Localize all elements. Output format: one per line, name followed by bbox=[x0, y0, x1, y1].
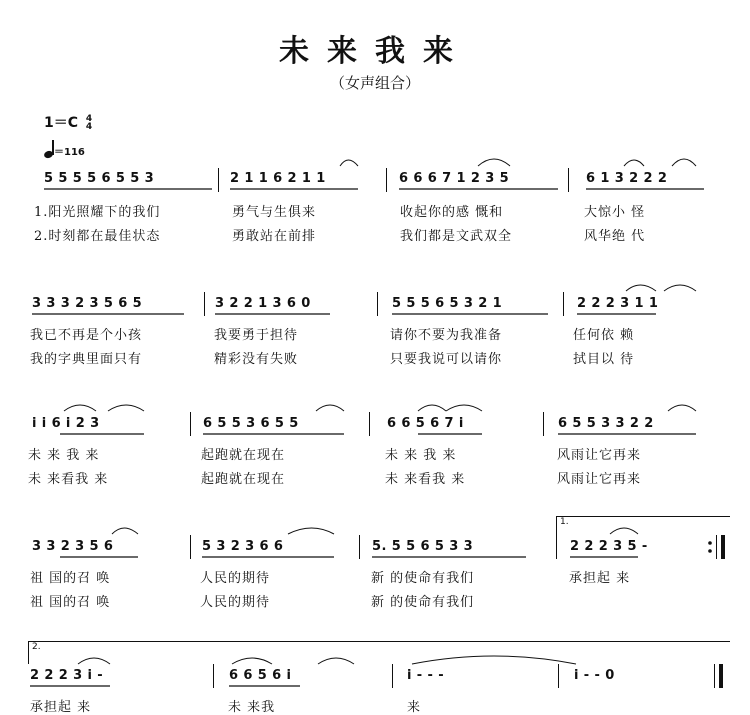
lyric-s3-l2-m4: 风雨让它再来 bbox=[557, 472, 642, 487]
quarter-note-icon bbox=[44, 140, 54, 158]
tie-slur bbox=[624, 160, 644, 166]
tie-slur bbox=[340, 160, 358, 166]
lyric-s1-l1-m4: 大惊小 怪 bbox=[584, 205, 646, 220]
lyric-s5-l1-m2: 未 来我 bbox=[228, 700, 276, 715]
final-barline bbox=[714, 664, 715, 688]
repeat-dots bbox=[708, 541, 712, 553]
lyric-s3-l1-m1: 未 来 我 来 bbox=[28, 448, 100, 463]
barline bbox=[369, 412, 370, 436]
notes-s4-m1: 3 3 2 3 5 6 bbox=[32, 539, 114, 554]
lyric-s4-l1-m2: 人民的期待 bbox=[200, 571, 271, 586]
barline bbox=[190, 412, 191, 436]
barline bbox=[558, 664, 559, 688]
notes-s5-m3: i - - - bbox=[407, 668, 445, 683]
lyric-s1-l1-m1: 1.阳光照耀下的我们 bbox=[34, 205, 161, 220]
lyric-s2-l1-m1: 我已不再是个小孩 bbox=[30, 328, 143, 343]
song-title: 未来我来 bbox=[279, 34, 471, 69]
notes-s2-m2: 3 2 2 1 3 6 0 bbox=[215, 296, 311, 311]
tie-slur bbox=[672, 159, 696, 166]
barline bbox=[386, 168, 387, 192]
lyric-s2-l1-m4: 任何依 赖 bbox=[573, 328, 635, 343]
barline bbox=[190, 535, 191, 559]
notes-s5-m1: 2 2 2 3 i - bbox=[30, 668, 104, 683]
lyric-s1-l1-m2: 勇气与生俱来 bbox=[232, 205, 317, 220]
notes-s1-m3: 6 6 6 7 1 2 3 5 bbox=[399, 171, 510, 186]
notes-s3-m3: 6 6 5 6 7 i bbox=[387, 416, 464, 431]
barline bbox=[392, 664, 393, 688]
lyric-s2-l2-m2: 精彩没有失败 bbox=[214, 352, 299, 367]
notes-s3-m1: i i 6 i 2 3 bbox=[32, 416, 100, 431]
lyric-s2-l1-m3: 请你不要为我准备 bbox=[390, 328, 503, 343]
repeat-barline-thick bbox=[721, 535, 725, 559]
tie-slur bbox=[288, 528, 334, 534]
lyric-s3-l1-m3: 未 来 我 来 bbox=[385, 448, 457, 463]
tie-slur bbox=[668, 405, 696, 411]
notes-s1-m2: 2 1 1 6 2 1 1 bbox=[230, 171, 326, 186]
notes-s2-m3: 5 5 5 6 5 3 2 1 bbox=[392, 296, 503, 311]
tie-slur bbox=[626, 285, 656, 291]
tie-slur bbox=[64, 405, 96, 411]
barline bbox=[563, 292, 564, 316]
barline bbox=[568, 168, 569, 192]
notes-s4-m3: 5. 5 5 6 5 3 3 bbox=[372, 539, 474, 554]
key-label: 1＝C bbox=[44, 115, 79, 131]
lyric-s4-l1-m3: 新 的使命有我们 bbox=[371, 571, 475, 586]
volta-2: 2. bbox=[28, 641, 730, 664]
notes-s3-m4: 6 5 5 3 3 2 2 bbox=[558, 416, 654, 431]
tie-slur bbox=[316, 405, 344, 411]
lyric-s3-l2-m3: 未 来看我 来 bbox=[385, 472, 466, 487]
tie-slur bbox=[446, 405, 482, 411]
notes-s5-m2: 6 6 5 6 i bbox=[229, 668, 292, 683]
lyric-s2-l1-m2: 我要勇于担待 bbox=[214, 328, 299, 343]
lyric-s1-l2-m4: 风华绝 代 bbox=[584, 229, 646, 244]
notes-s2-m4: 2 2 2 3 1 1 bbox=[577, 296, 659, 311]
barline bbox=[543, 412, 544, 436]
lyric-s5-l1-m1: 承担起 来 bbox=[30, 700, 92, 715]
barline bbox=[213, 664, 214, 688]
tie-slur bbox=[664, 285, 696, 291]
tempo-marking bbox=[44, 140, 85, 158]
notes-s4-m2: 5 3 2 3 6 6 bbox=[202, 539, 284, 554]
notes-s1-m4: 6 1 3 2 2 2 bbox=[586, 171, 668, 186]
notes-s2-m1: 3 3 3 2 3 5 6 5 bbox=[32, 296, 143, 311]
lyric-s3-l2-m2: 起跑就在现在 bbox=[201, 472, 286, 487]
lyric-s1-l2-m2: 勇敢站在前排 bbox=[232, 229, 317, 244]
lyric-s2-l2-m1: 我的字典里面只有 bbox=[30, 352, 143, 367]
final-barline-thick bbox=[719, 664, 723, 688]
song-subtitle: （女声组合） bbox=[329, 74, 420, 92]
lyric-s4-l2-m1: 祖 国的召 唤 bbox=[30, 595, 111, 610]
lyric-s4-l1-m1: 祖 国的召 唤 bbox=[30, 571, 111, 586]
lyric-s3-l1-m2: 起跑就在现在 bbox=[201, 448, 286, 463]
notes-s4-m4: 2 2 2 3 5 - bbox=[570, 539, 648, 554]
lyric-s5-l1-m3: 来 bbox=[407, 700, 422, 715]
barline bbox=[377, 292, 378, 316]
lyric-s1-l2-m3: 我们都是文武双全 bbox=[400, 229, 513, 244]
tie-slur bbox=[108, 405, 144, 411]
lyric-s3-l2-m1: 未 来看我 来 bbox=[28, 472, 109, 487]
underlines bbox=[30, 189, 704, 686]
lyric-s1-l1-m3: 收起你的感 慨和 bbox=[400, 205, 504, 220]
lyric-s2-l2-m3: 只要我说可以请你 bbox=[390, 352, 503, 367]
tempo-label: ＝116 bbox=[54, 147, 85, 158]
lyric-s1-l2-m1: 2.时刻都在最佳状态 bbox=[34, 229, 161, 244]
barline bbox=[204, 292, 205, 316]
notes-s3-m2: 6 5 5 3 6 5 5 bbox=[203, 416, 299, 431]
barline bbox=[359, 535, 360, 559]
lyric-s4-l1-m4: 承担起 来 bbox=[569, 571, 631, 586]
notes-s1-m1: 5 5 5 5 6 5 5 3 bbox=[44, 171, 155, 186]
repeat-barline bbox=[716, 535, 717, 559]
tie-slur bbox=[478, 159, 510, 166]
lyric-s4-l2-m3: 新 的使命有我们 bbox=[371, 595, 475, 610]
notes-s5-m4: i - - 0 bbox=[574, 668, 615, 683]
barline bbox=[556, 535, 557, 559]
tie-slur bbox=[112, 528, 138, 534]
key-signature bbox=[44, 112, 92, 132]
volta-1: 1. bbox=[556, 516, 730, 539]
lyric-s3-l1-m4: 风雨让它再来 bbox=[557, 448, 642, 463]
tie-slur bbox=[418, 405, 446, 411]
lyric-s2-l2-m4: 拭目以 待 bbox=[573, 352, 635, 367]
barline bbox=[218, 168, 219, 192]
time-signature: 4 4 bbox=[85, 114, 93, 132]
lyric-s4-l2-m2: 人民的期待 bbox=[200, 595, 271, 610]
